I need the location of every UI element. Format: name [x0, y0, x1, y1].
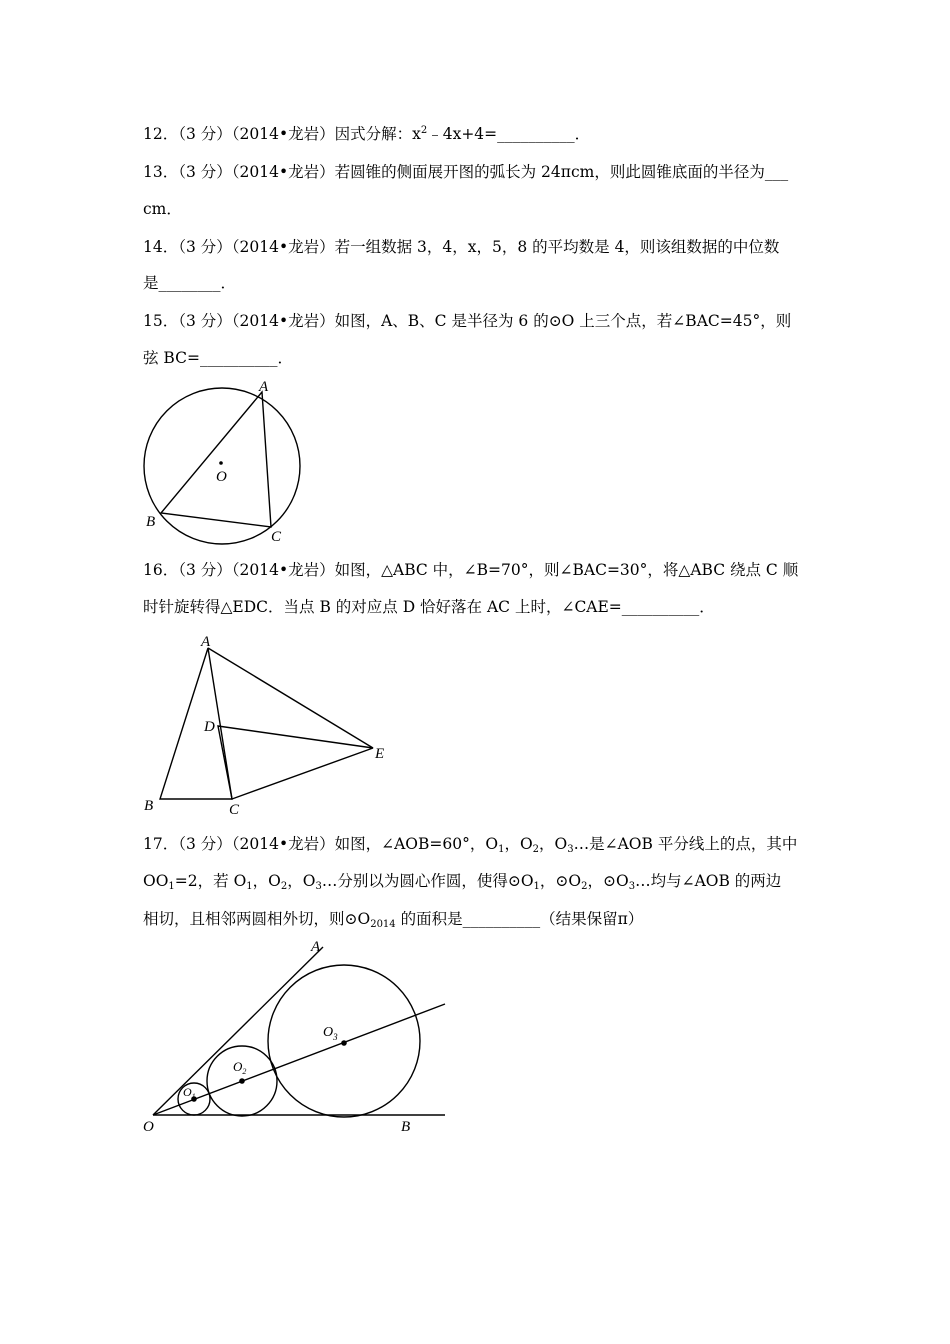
q16-line1: 16．（3 分）（2014•龙岩）如图，△ABC 中，∠B=70°，则∠BAC=30°，将△ABC 绕点 C 顺 — [143, 561, 799, 579]
q15-line1: 15．（3 分）（2014•龙岩）如图，A、B、C 是半径为 6 的⊙O 上三个点，若∠BAC=45°，则 — [143, 312, 792, 330]
q17-line2: $OO_1=2$，若 $O_1$，$O_2$，$O_3\dots$分别以为圆心作圆，使得$⊙O_1$，$⊙O_2$，$⊙O_3\dots$均与∠AOB 的两边 — [143, 872, 782, 892]
label-o: O — [216, 469, 227, 485]
q17-line1: 17．（3 分）（2014•龙岩）如图，∠AOB=60°，$O_1$，$O_2$，$O_3\dots$是∠AOB 平分线上的点，其中 — [143, 835, 798, 855]
q13-line2: cm． — [143, 200, 182, 218]
center-o-dot — [219, 461, 223, 465]
q15-figure — [135, 378, 315, 548]
label-c: C — [271, 529, 282, 545]
label-o2: $O_2$ — [233, 1059, 247, 1076]
q15-line2: 弦 BC=__________． — [143, 349, 293, 367]
center-o3-dot — [341, 1040, 347, 1046]
label-o3: $O_3$ — [323, 1025, 338, 1042]
label-b: B — [146, 514, 156, 530]
q14-line2: 是________． — [143, 274, 237, 292]
segment-ae — [208, 648, 373, 748]
label-a: A — [311, 939, 321, 955]
triangle-abc — [160, 648, 232, 799]
label-d: D — [204, 719, 215, 735]
label-c: C — [229, 802, 240, 818]
q14-line1: 14．（3 分）（2014•龙岩）若一组数据 3，4，x，5，8 的平均数是 4，则该组数据的中位数 — [143, 238, 780, 256]
label-b: B — [144, 798, 154, 814]
q12-suffix: ﹣4x+4=__________． — [427, 125, 591, 143]
q13-line1: 13．（3 分）（2014•龙岩）若圆锥的侧面展开图的弧长为 24πcm，则此圆锥底面的半径为___ — [143, 163, 789, 181]
triangle-edc — [218, 726, 373, 799]
label-a: A — [259, 379, 269, 395]
q17-figure — [135, 935, 455, 1140]
q16-figure — [135, 630, 395, 820]
label-a: A — [201, 634, 211, 650]
q12-text — [143, 124, 590, 144]
q12-exponent: 2 — [420, 125, 428, 136]
q12-prefix: 12．（3 分）（2014•龙岩）因式分解：x — [143, 125, 421, 143]
label-e: E — [375, 746, 385, 762]
q16-line2: 时针旋转得△EDC．当点 B 的对应点 D 恰好落在 AC 上时，∠CAE=__________． — [143, 598, 715, 616]
center-o2-dot — [239, 1078, 245, 1084]
ray-oa — [153, 947, 323, 1115]
triangle-abc — [161, 392, 271, 527]
q17-line3: 相切，且相邻两圆相外切，则$⊙O_{2014}$ 的面积是__________（结果保留π） — [143, 910, 644, 930]
label-b: B — [401, 1119, 411, 1135]
label-o1: $O_1$ — [183, 1085, 196, 1101]
bisector — [153, 1004, 445, 1115]
label-o: O — [143, 1119, 154, 1135]
